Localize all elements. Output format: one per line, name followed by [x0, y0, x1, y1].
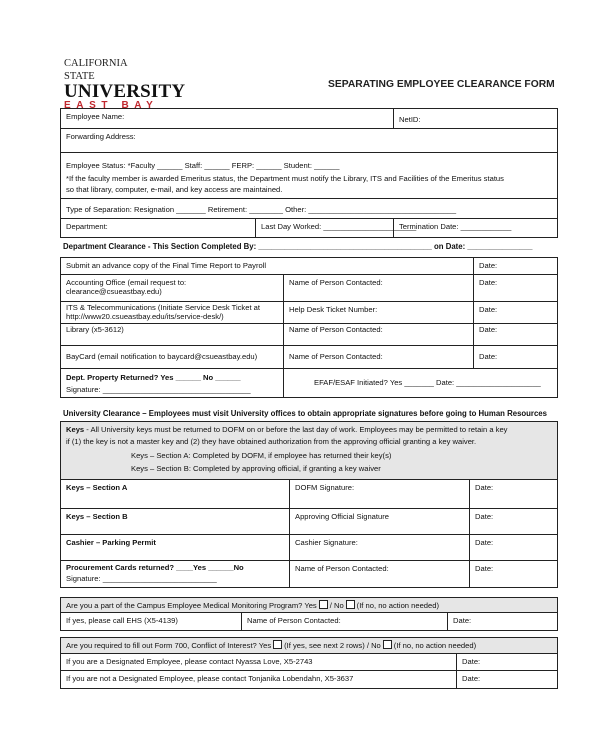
designated-date-field[interactable] [456, 654, 557, 670]
keys-info-text: - All University keys must be returned to DOFM on or before the last day of work. Employees may be permitted to retain a key [84, 425, 508, 434]
keys-info-line-1 [66, 425, 507, 434]
contact-label: Name of Person Contacted: [289, 278, 383, 287]
department-label: Department: [66, 222, 108, 231]
employee-status-row [61, 153, 557, 199]
its-row [61, 302, 557, 324]
keys-bold-label: Keys [66, 425, 85, 434]
helpdesk-label: Help Desk Ticket Number: [289, 305, 378, 314]
date-label: Date: [462, 674, 481, 683]
approving-signature-field[interactable] [289, 509, 469, 534]
logo-line-3: EAST BAY [64, 100, 159, 112]
keys-b-row [61, 509, 557, 535]
baycard-text: BayCard (email notification to baycard@csueastbay.edu) [66, 352, 258, 361]
form-title: SEPARATING EMPLOYEE CLEARANCE FORM [328, 79, 555, 90]
department-clearance-heading: Department Clearance - This Section Completed By: ________________________________________ on Date: _______________ [63, 242, 533, 251]
procurement-line: Procurement Cards returned? ____Yes ______No [66, 563, 244, 572]
accounting-line-2: clearance@csueastbay.edu) [66, 287, 162, 297]
keys-section-a-note: Keys – Section A: Completed by DOFM, if employee has returned their key(s) [131, 451, 392, 460]
procurement-cell[interactable] [61, 561, 289, 587]
medical-monitoring-box [60, 597, 558, 631]
library-text: Library (x5-3612) [66, 325, 124, 334]
its-cell [61, 302, 283, 323]
keys-section-a-label: Keys – Section A [66, 483, 128, 492]
logo-line-2: UNIVERSITY [64, 81, 186, 103]
cashier-label: Cashier – Parking Permit [66, 538, 156, 547]
university-clearance-heading: University Clearance – Employees must visit University offices to obtain appropriate signatures before going to Human Resources [63, 409, 547, 418]
date-label: Date: [479, 261, 498, 270]
payroll-date-field[interactable] [473, 258, 557, 274]
form700-yes-note: (If yes, see next 2 rows) / No [284, 641, 381, 650]
date-label: Date: [479, 352, 498, 361]
property-signature-line: Signature: ___________________________________ [66, 385, 251, 395]
ehs-date-field[interactable] [447, 613, 557, 630]
contact-label: Name of Person Contacted: [289, 352, 383, 361]
employee-info-box [60, 108, 558, 238]
procurement-row [61, 561, 557, 587]
ehs-contact-field[interactable] [241, 613, 447, 630]
keys-b-date-field[interactable] [469, 509, 557, 534]
payroll-row [61, 258, 557, 275]
not-designated-date-field[interactable] [456, 671, 557, 688]
logo-line-1: CALIFORNIA STATE [64, 58, 128, 82]
contact-label: Name of Person Contacted: [247, 616, 341, 625]
procurement-date-field[interactable] [469, 561, 557, 587]
baycard-row [61, 346, 557, 369]
designated-employee-text: If you are a Designated Employee, please contact Nyassa Love, X5-2743 [66, 657, 313, 666]
medical-question-text: Are you a part of the Campus Employee Medical Monitoring Program? Yes [66, 601, 317, 610]
keys-a-date-field[interactable] [469, 480, 557, 508]
emeritus-note-2: so that library, computer, e-mail, and key access are maintained. [66, 185, 283, 194]
date-label: Date: [479, 325, 498, 334]
termination-date-field[interactable] [393, 219, 557, 237]
library-date-field[interactable] [473, 324, 557, 345]
employee-name-field[interactable] [61, 109, 393, 128]
property-returned-line: Dept. Property Returned? Yes ______ No ______ [66, 373, 241, 382]
contact-label: Name of Person Contacted: [295, 564, 389, 573]
forwarding-address-field[interactable] [61, 129, 557, 152]
efaf-field[interactable] [283, 369, 557, 397]
library-contact-field[interactable] [283, 324, 473, 345]
not-designated-row [61, 671, 557, 688]
baycard-contact-field[interactable] [283, 346, 473, 368]
form700-question-text: Are you required to fill out Form 700, Conflict of Interest? Yes [66, 641, 272, 650]
forwarding-address-label: Forwarding Address: [66, 132, 136, 141]
medical-question-row [61, 598, 557, 613]
designated-row [61, 654, 557, 671]
keys-section-b-note: Keys – Section B: Completed by approving official, if granting a key waiver [131, 464, 381, 473]
medical-no-text: / No [329, 601, 344, 610]
dofm-signature-label: DOFM Signature: [295, 483, 355, 492]
forwarding-address-row [61, 129, 557, 153]
cashier-signature-label: Cashier Signature: [295, 538, 358, 547]
procurement-contact-field[interactable] [289, 561, 469, 587]
date-label: Date: [475, 538, 494, 547]
department-row [61, 219, 557, 237]
accounting-line-1: Accounting Office (email request to: [66, 278, 187, 287]
property-cell[interactable] [61, 369, 283, 397]
termination-date-label: Termination Date: ____________ [399, 222, 512, 231]
form700-no-checkbox[interactable] [383, 640, 392, 649]
separation-type-row [61, 199, 557, 219]
property-row [61, 369, 557, 397]
emeritus-note-1: *If the faculty member is awarded Emeritus status, the Department must notify the Library, ITS and Facilities of the Emeritus status [66, 174, 504, 183]
library-row [61, 324, 557, 346]
its-date-field[interactable] [473, 302, 557, 323]
department-field[interactable] [61, 219, 255, 237]
medical-no-checkbox[interactable] [346, 600, 355, 609]
keys-info-line-2: if (1) the key is not a master key and (2) they have obtained authorization from the approving official granting a key waiver. [66, 437, 477, 446]
cashier-row [61, 535, 557, 561]
last-day-field[interactable] [255, 219, 417, 237]
procurement-signature-line: Signature: ___________________________ [66, 574, 217, 584]
cashier-signature-field[interactable] [289, 535, 469, 560]
medical-question-cell [61, 598, 557, 612]
form700-no-action-text: (If no, no action needed) [393, 641, 477, 650]
helpdesk-ticket-field[interactable] [283, 302, 473, 323]
employee-status-line[interactable]: Employee Status: *Faculty ______ Staff: ______ FERP: ______ Student: ______ [66, 161, 340, 170]
accounting-date-field[interactable] [473, 275, 557, 301]
payroll-text: Submit an advance copy of the Final Time Report to Payroll [66, 261, 267, 270]
separation-type-line: Type of Separation: Resignation _______ Retirement: ________ Other: ___________________________________ [66, 205, 457, 214]
date-label: Date: [479, 305, 498, 314]
medical-no-action-text: (If no, no action needed) [356, 601, 439, 610]
medical-yes-checkbox[interactable] [319, 600, 328, 609]
separation-type-field[interactable] [61, 199, 557, 218]
employee-name-label: Employee Name: [66, 112, 125, 121]
netid-label: NetID: [399, 115, 421, 124]
last-day-label: Last Day Worked: ______________________ [261, 222, 417, 231]
its-line-1: ITS & Telecommunications (Initiate Service Desk Ticket at [66, 303, 260, 312]
dofm-signature-field[interactable] [289, 480, 469, 508]
its-line-2: http://www20.csueastbay.edu/its/service-desk/) [66, 312, 224, 322]
date-label: Date: [475, 564, 494, 573]
ehs-row [61, 613, 557, 630]
netid-field[interactable] [393, 109, 557, 128]
department-clearance-box [60, 257, 558, 398]
ehs-text: If yes, please call EHS (X5-4139) [66, 616, 178, 625]
date-label: Date: [453, 616, 472, 625]
university-clearance-box [60, 421, 558, 588]
date-label: Date: [475, 512, 494, 521]
cashier-date-field[interactable] [469, 535, 557, 560]
employee-name-row [61, 109, 557, 129]
date-label: Date: [475, 483, 494, 492]
keys-section-b-label: Keys – Section B [66, 512, 128, 521]
keys-a-row [61, 480, 557, 509]
accounting-row [61, 275, 557, 302]
approving-signature-label: Approving Official Signature [295, 512, 389, 521]
baycard-date-field[interactable] [473, 346, 557, 368]
form700-question-row [61, 638, 557, 654]
form700-yes-checkbox[interactable] [273, 640, 282, 649]
accounting-office-cell [61, 275, 283, 301]
university-logo [64, 58, 186, 112]
keys-info-row [61, 422, 557, 480]
efaf-line: EFAF/ESAF Initiated? Yes _______ Date: ____________________ [314, 378, 541, 387]
contact-label: Name of Person Contacted: [289, 325, 383, 334]
date-label: Date: [462, 657, 481, 666]
form700-question-cell [61, 638, 557, 653]
form700-box [60, 637, 558, 689]
accounting-contact-field[interactable] [283, 275, 473, 301]
date-label: Date: [479, 278, 498, 287]
not-designated-employee-text: If you are not a Designated Employee, please contact Tonjanika Lobendahn, X5-3637 [66, 674, 354, 683]
